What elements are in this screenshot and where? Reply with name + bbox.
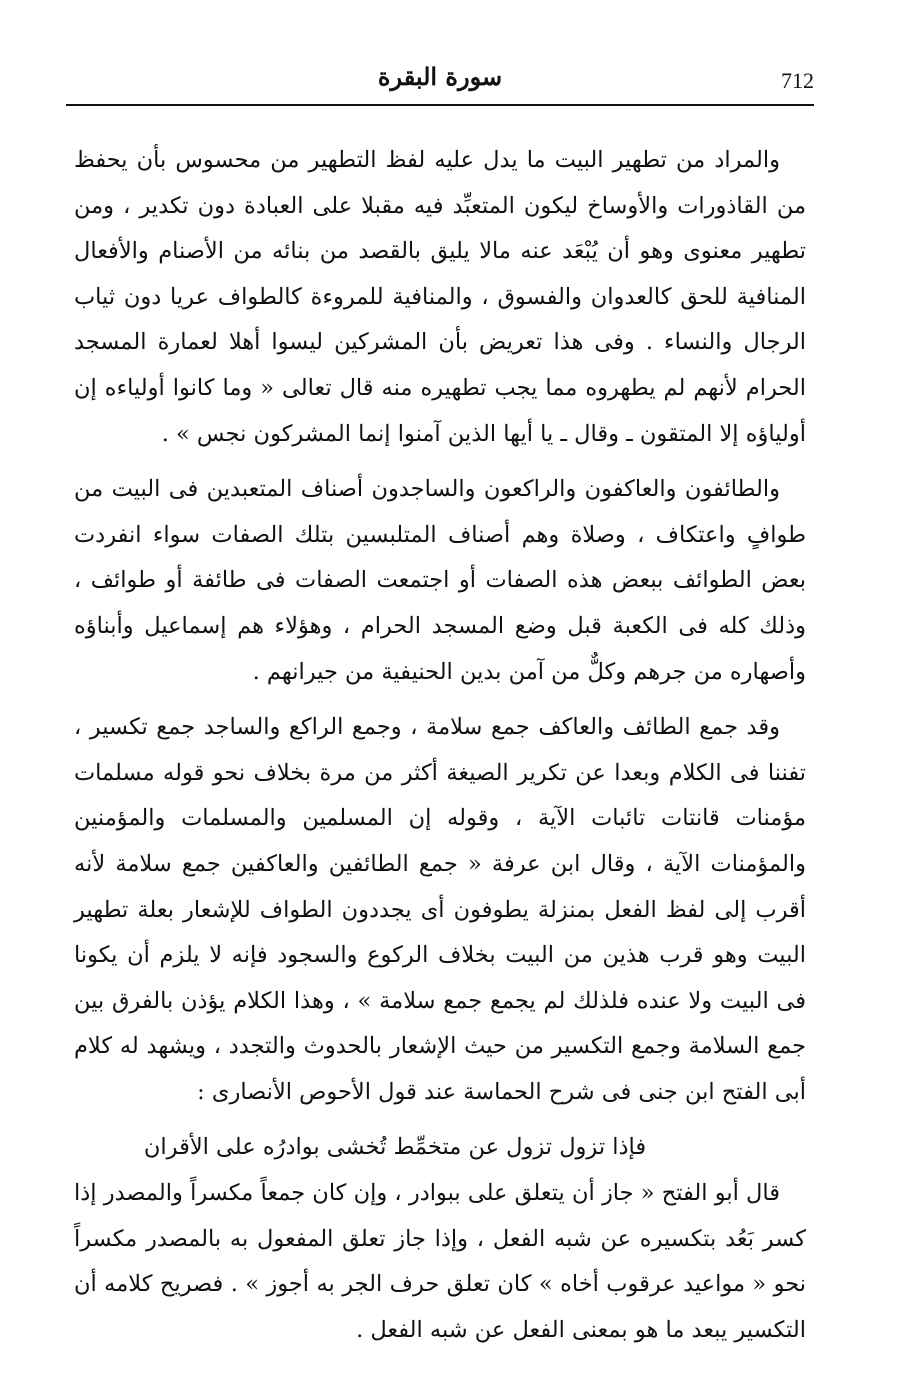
- page-header: [66, 58, 814, 106]
- paragraph-plural-forms: وقد جمع الطائف والعاكف جمع سلامة ، وجمع الراكع والساجد جمع تكسير ، تفننا فى الكلام وبعدا عن تكرير الصيغة أكثر من مرة بخلاف نحو قوله مسلمات مؤمنات قانتات تائبات الآية ، وقوله إن المسلمين والمسلمات والمؤمنين والمؤمنات الآية ، وقال ابن عرفة « جمع الطائفين والعاكفين جمع سلامة لأنه أقرب إلى لفظ الفعل بمنزلة يطوفون أى يجددون الطواف للإشعار بعلة تطهير البيت وهو قرب هذين من البيت بخلاف الركوع والسجود فإنه لا يلزم أن يكونا فى البيت ولا عنده فلذلك لم يجمع جمع سلامة » ، وهذا الكلام يؤذن بالفرق بين جمع السلامة وجمع التكسير من حيث الإشعار بالحدوث والتجدد ، ويشهد له كلام أبى الفتح ابن جنى فى شرح الحماسة عند قول الأحوص الأنصارى :: [74, 714, 806, 1105]
- paragraph-purification: والمراد من تطهير البيت ما يدل عليه لفظ التطهير من محسوس بأن يحفظ من القاذورات والأوساخ ليكون المتعبِّد فيه مقبلا على العبادة دون تكدير ، ومن تطهير معنوى وهو أن يُبْعَد عنه مالا يليق بالقصد من بنائه من الأصنام والأفعال المنافية للحق كالعدوان والفسوق ، والمنافية للمروءة كالطواف عريا دون ثياب الرجال والنساء . وفى هذا تعريض بأن المشركين ليسوا أهلا لعمارة المسجد الحرام لأنهم لم يطهروه مما يجب تطهيره منه قال تعالى « وما كانوا أولياءه إن أولياؤه إلا المتقون ـ وقال ـ يا أيها الذين آمنوا إنما المشركون نجس » .: [74, 147, 806, 447]
- page-number: 712: [781, 68, 814, 93]
- paragraph-worshippers: والطائفون والعاكفون والراكعون والساجدون أصناف المتعبدين فى البيت من طوافٍ واعتكاف ، وصلاة وهم أصناف المتلبسين بتلك الصفات سواء انفردت بعض الطوائف ببعض هذه الصفات أو اجتمعت الصفات فى طائفة أو طوائف ، وذلك كله فى الكعبة قبل وضع المسجد الحرام ، وهؤلاء هم إسماعيل وأبناؤه وأصهاره من جرهم وكلٌّ من آمن بدين الحنيفية من جيرانهم .: [74, 476, 806, 685]
- paragraph-ibn-jinni: قال أبو الفتح « جاز أن يتعلق على ببوادر ، وإن كان جمعاً مكسراً والمصدر إذا كسر بَعُد بتكسيره عن شبه الفعل ، وإذا جاز تعلق المفعول به بالمصدر مكسراً نحو « مواعيد عرقوب أخاه » كان تعلق حرف الجر به أجوز » . فصريح كلامه أن التكسير يبعد ما هو بمعنى الفعل عن شبه الفعل .: [74, 1180, 806, 1343]
- poetry-verse: فإذا تزول تزول عن متخمِّط تُخشى بوادرُه على الأقران: [143, 1134, 647, 1161]
- running-title: سورة البقرة: [377, 62, 503, 91]
- page-body: [74, 138, 806, 1363]
